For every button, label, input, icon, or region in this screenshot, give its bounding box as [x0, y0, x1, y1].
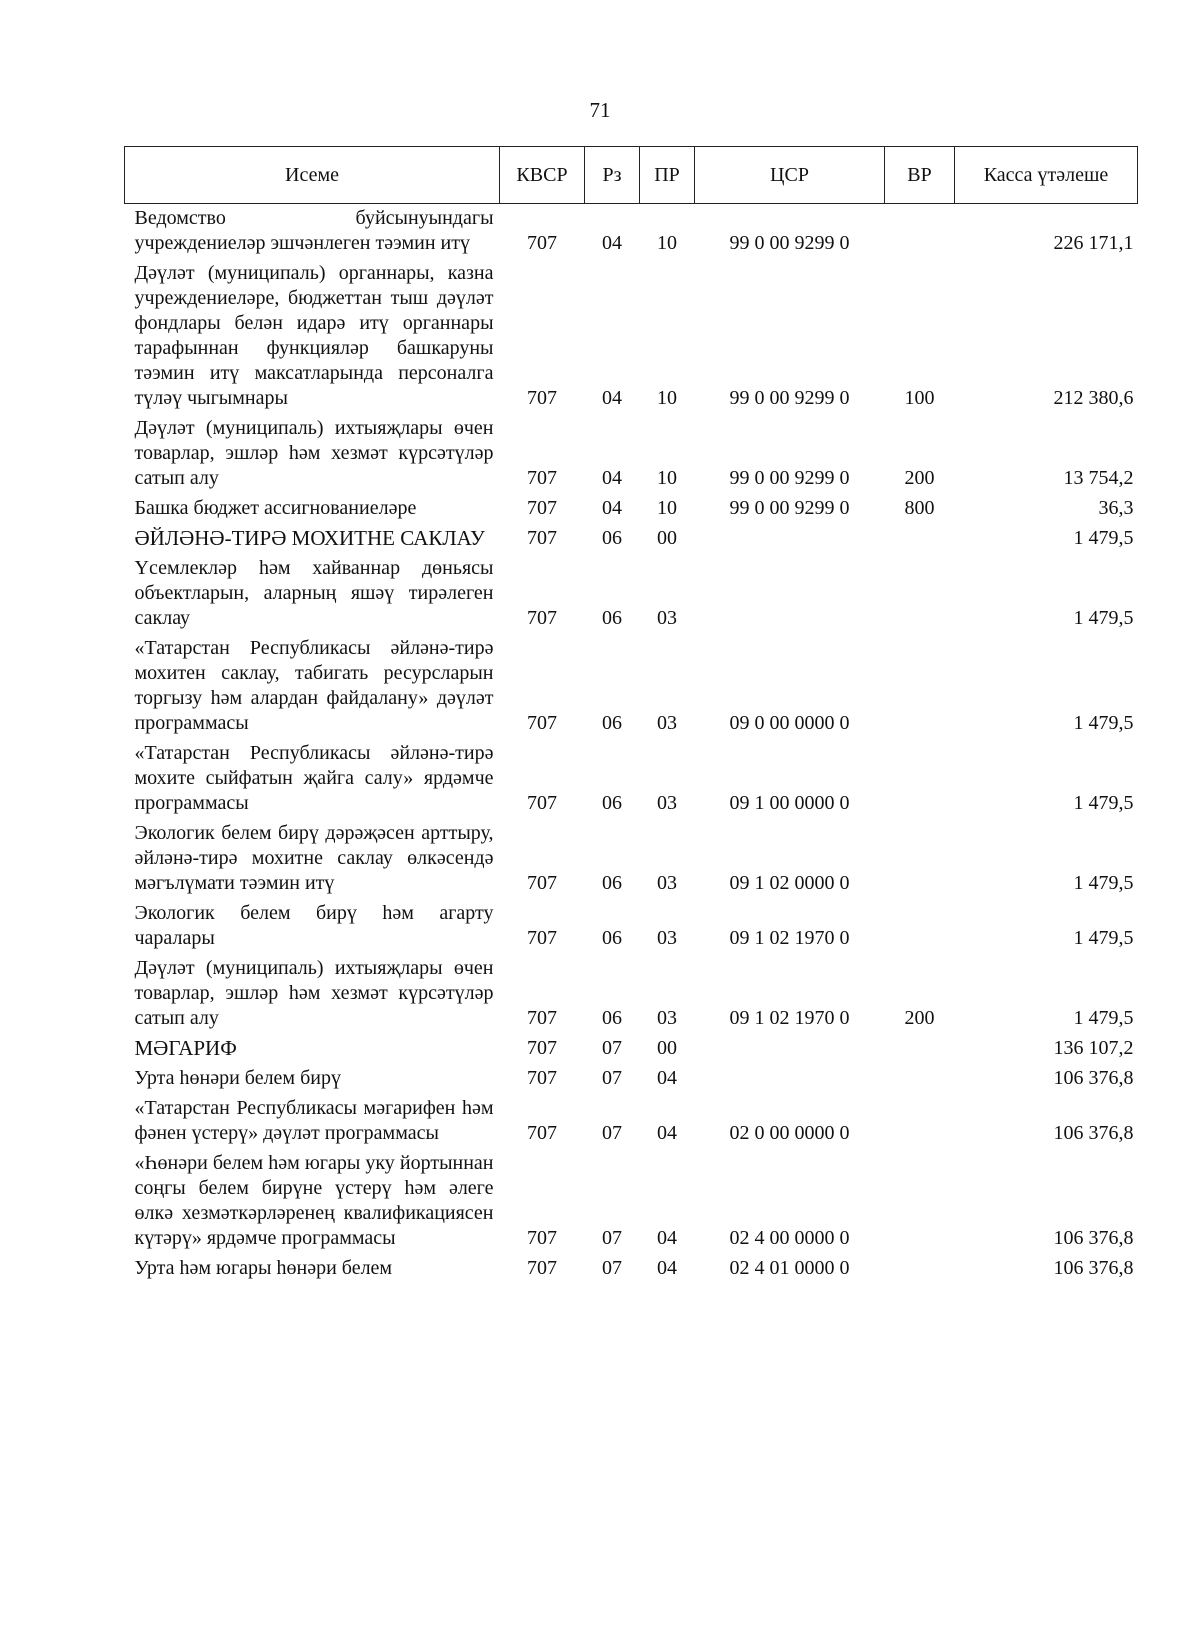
- row-rz: 04: [602, 497, 622, 519]
- table-row: [125, 634, 1138, 739]
- row-sum: 13 754,2: [1063, 467, 1134, 489]
- row-rz: 06: [602, 792, 622, 814]
- row-csr: 99 0 00 9299 0: [729, 467, 850, 489]
- row-pr: 03: [657, 712, 677, 734]
- row-vr: [885, 739, 955, 819]
- row-csr: [695, 524, 885, 554]
- table-row: [125, 414, 1138, 494]
- row-sum: 226 171,1: [1053, 232, 1134, 254]
- row-sum: 36,3: [1098, 497, 1134, 519]
- header-vr: ВР: [885, 147, 955, 204]
- row-sum: 106 376,8: [1053, 1257, 1134, 1279]
- row-pr: 00: [657, 1037, 677, 1059]
- row-vr: [885, 819, 955, 899]
- row-sum: 106 376,8: [1053, 1227, 1134, 1249]
- row-name: Дәүләт (муниципаль) ихтыяҗлары өчен товарлар, эшләр һәм хезмәт күрсәтүләр сатып алу: [134, 957, 494, 1029]
- table-row: [125, 1149, 1138, 1254]
- row-vr: [885, 1064, 955, 1094]
- table-row: [125, 819, 1138, 899]
- row-vr: 800: [904, 497, 935, 519]
- row-sum: 136 107,2: [1053, 1037, 1134, 1059]
- row-pr: 03: [657, 607, 677, 629]
- row-pr: 03: [657, 872, 677, 894]
- row-rz: 06: [602, 927, 622, 949]
- row-name: Экологик белем бирү дәрәҗәсен арттыру, әйләнә-тирә мохитне саклау өлкәсендә мәгълүмати тәэмин итү: [134, 822, 494, 894]
- table-row: [125, 1064, 1138, 1094]
- row-sum: 1 479,5: [1073, 712, 1134, 734]
- row-pr: 10: [657, 387, 677, 409]
- row-name: Урта һәм югары һөнәри белем: [134, 1257, 393, 1279]
- row-kvsr: 707: [527, 927, 557, 949]
- row-kvsr: 707: [527, 872, 557, 894]
- row-name: «Татарстан Республикасы мәгарифен һәм фәнен үстерү» дәүләт программасы: [134, 1097, 494, 1144]
- row-csr: 09 0 00 0000 0: [729, 712, 850, 734]
- row-rz: 07: [602, 1037, 622, 1059]
- header-csr: ЦСР: [695, 147, 885, 204]
- row-pr: 03: [657, 1007, 677, 1029]
- row-kvsr: 707: [527, 1122, 557, 1144]
- row-vr: 200: [904, 467, 935, 489]
- row-sum: 106 376,8: [1053, 1122, 1134, 1144]
- row-csr: 09 1 02 1970 0: [729, 1007, 850, 1029]
- row-pr: 03: [657, 792, 677, 814]
- table-body: [125, 204, 1138, 1285]
- section-row: [125, 1034, 1138, 1064]
- row-vr: [885, 1094, 955, 1149]
- budget-table: [124, 146, 1138, 1284]
- row-name: МӘГАРИФ: [134, 1036, 237, 1060]
- row-pr: 10: [657, 467, 677, 489]
- row-rz: 06: [602, 1007, 622, 1029]
- section-row: [125, 524, 1138, 554]
- row-csr: [695, 1064, 885, 1094]
- row-name: Экологик белем бирү һәм агарту чаралары: [134, 902, 494, 949]
- row-sum: 1 479,5: [1073, 527, 1134, 549]
- row-csr: 09 1 02 1970 0: [729, 927, 850, 949]
- row-kvsr: 707: [527, 607, 557, 629]
- row-vr: [885, 524, 955, 554]
- row-name: Дәүләт (муниципаль) органнары, казна учреждениеләре, бюджеттан тыш дәүләт фондлары белән идарә итү органнары тарафыннан функцияләр башкаруны тәэмин итү максатларында персоналга түләү чыгымнары: [134, 262, 494, 409]
- row-rz: 07: [602, 1067, 622, 1089]
- row-name: «Татарстан Республикасы әйләнә-тирә мохите сыйфатын җайга салу» ярдәмче программасы: [134, 742, 494, 814]
- table-row: [125, 954, 1138, 1034]
- row-pr: 03: [657, 927, 677, 949]
- row-vr: [885, 1254, 955, 1284]
- header-name: Исеме: [125, 147, 500, 204]
- table-row: [125, 899, 1138, 954]
- row-vr: [885, 554, 955, 634]
- row-csr: 99 0 00 9299 0: [729, 497, 850, 519]
- row-csr: 99 0 00 9299 0: [729, 232, 850, 254]
- row-name: Үсемлекләр һәм хайваннар дөньясы объектларын, аларның яшәү тирәлеген саклау: [134, 557, 494, 629]
- row-sum: 106 376,8: [1053, 1067, 1134, 1089]
- row-rz: 06: [602, 872, 622, 894]
- row-sum: 1 479,5: [1073, 607, 1134, 629]
- table-row: [125, 554, 1138, 634]
- row-sum: 1 479,5: [1073, 872, 1134, 894]
- row-sum: 1 479,5: [1073, 927, 1134, 949]
- row-kvsr: 707: [527, 1037, 557, 1059]
- row-pr: 04: [657, 1122, 677, 1144]
- row-vr: 200: [904, 1007, 935, 1029]
- table-row: [125, 494, 1138, 524]
- row-name: Ведомство буйсынуындагы учреждениеләр эшчәнлеген тәэмин итү: [134, 207, 494, 254]
- row-kvsr: 707: [527, 497, 557, 519]
- row-vr: [885, 1034, 955, 1064]
- row-sum: 1 479,5: [1073, 792, 1134, 814]
- row-pr: 04: [657, 1257, 677, 1279]
- row-csr: 02 4 00 0000 0: [729, 1227, 850, 1249]
- row-kvsr: 707: [527, 527, 557, 549]
- row-kvsr: 707: [527, 387, 557, 409]
- row-vr: [885, 1149, 955, 1254]
- row-kvsr: 707: [527, 467, 557, 489]
- row-rz: 04: [602, 232, 622, 254]
- row-kvsr: 707: [527, 1007, 557, 1029]
- row-vr: [885, 899, 955, 954]
- row-name: Урта һөнәри белем бирү: [134, 1067, 341, 1089]
- row-pr: 04: [657, 1227, 677, 1249]
- row-pr: 00: [657, 527, 677, 549]
- row-name: «Һөнәри белем һәм югары уку йортыннан соңгы белем бирүне үстерү һәм әлеге өлкә хезмәткәрләренең квалификациясен күтәрү» ярдәмче программасы: [134, 1152, 494, 1249]
- table-row: [125, 259, 1138, 414]
- row-kvsr: 707: [527, 1257, 557, 1279]
- row-vr: 100: [904, 387, 935, 409]
- header-sum: Касса үтәлеше: [955, 147, 1138, 204]
- row-csr: [695, 1034, 885, 1064]
- table-row: [125, 204, 1138, 260]
- row-pr: 04: [657, 1067, 677, 1089]
- header-kvsr: КВСР: [500, 147, 585, 204]
- row-rz: 06: [602, 607, 622, 629]
- row-name: Дәүләт (муниципаль) ихтыяҗлары өчен товарлар, эшләр һәм хезмәт күрсәтүләр сатып алу: [134, 417, 494, 489]
- row-csr: 09 1 00 0000 0: [729, 792, 850, 814]
- row-kvsr: 707: [527, 792, 557, 814]
- row-vr: [885, 204, 955, 260]
- row-rz: 06: [602, 527, 622, 549]
- row-name: «Татарстан Республикасы әйләнә-тирә мохитен саклау, табигать ресурсларын торгызу һәм алардан файдалану» дәүләт программасы: [134, 637, 494, 734]
- row-rz: 04: [602, 467, 622, 489]
- row-pr: 10: [657, 232, 677, 254]
- table-header: [125, 147, 1138, 204]
- row-rz: 06: [602, 712, 622, 734]
- row-rz: 04: [602, 387, 622, 409]
- table-row: [125, 1094, 1138, 1149]
- row-sum: 212 380,6: [1053, 387, 1134, 409]
- row-csr: 99 0 00 9299 0: [729, 387, 850, 409]
- header-rz: Рз: [585, 147, 640, 204]
- row-pr: 10: [657, 497, 677, 519]
- row-csr: 02 4 01 0000 0: [729, 1257, 850, 1279]
- row-name: Башка бюджет ассигнованиеләре: [134, 497, 417, 519]
- table-row: [125, 1254, 1138, 1284]
- row-csr: 02 0 00 0000 0: [729, 1122, 850, 1144]
- row-csr: 09 1 02 0000 0: [729, 872, 850, 894]
- row-kvsr: 707: [527, 1067, 557, 1089]
- row-vr: [885, 634, 955, 739]
- row-rz: 07: [602, 1257, 622, 1279]
- row-csr: [695, 554, 885, 634]
- header-pr: ПР: [640, 147, 695, 204]
- row-rz: 07: [602, 1122, 622, 1144]
- row-kvsr: 707: [527, 1227, 557, 1249]
- row-kvsr: 707: [527, 232, 557, 254]
- row-name: ӘЙЛӘНӘ-ТИРӘ МОХИТНЕ САКЛАУ: [134, 526, 485, 550]
- row-sum: 1 479,5: [1073, 1007, 1134, 1029]
- table-row: [125, 739, 1138, 819]
- row-rz: 07: [602, 1227, 622, 1249]
- row-kvsr: 707: [527, 712, 557, 734]
- page-number: 71: [589, 98, 611, 122]
